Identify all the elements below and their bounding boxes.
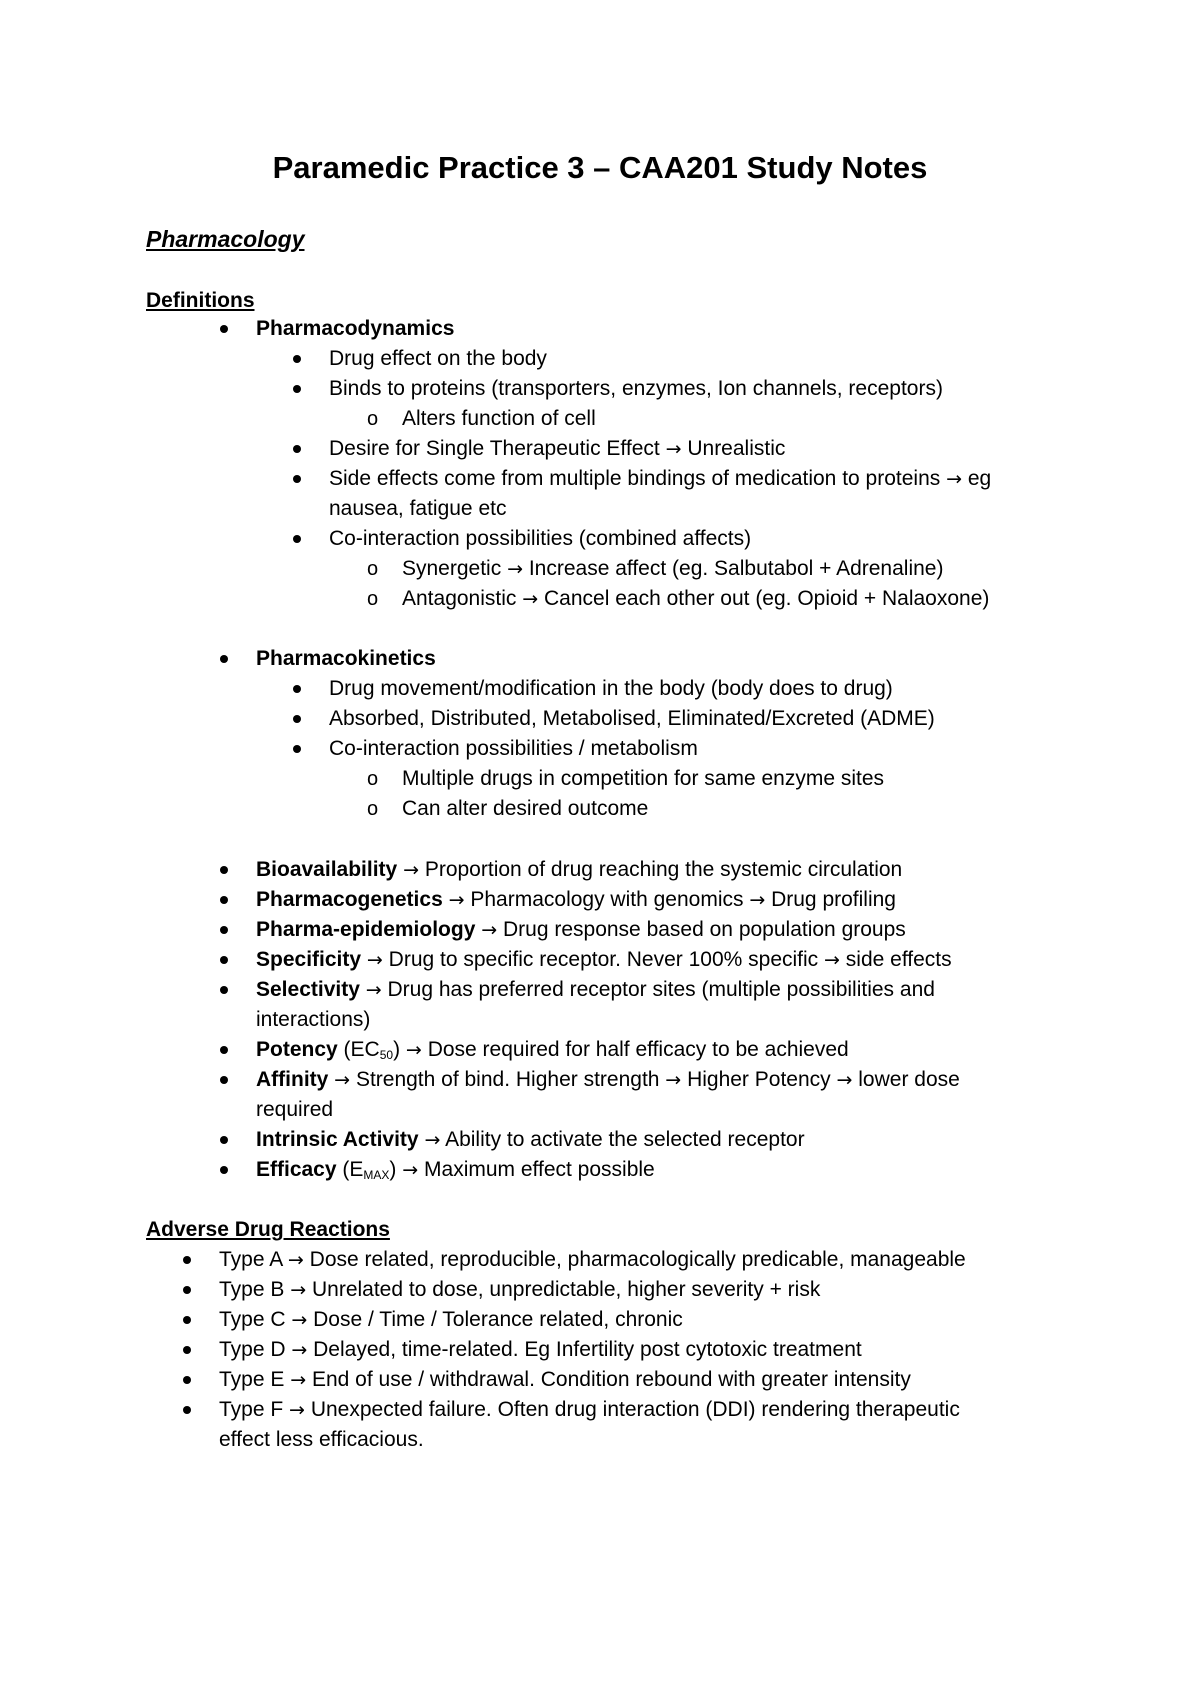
arrow-right-icon: → (334, 1069, 351, 1091)
list-item: Affinity → Strength of bind. Higher strength → Higher Potency → lower dose (256, 1068, 960, 1091)
list-item (0, 314, 1200, 344)
circle-bullet-icon: o (367, 768, 379, 790)
arrow-right-icon: → (289, 1399, 305, 1421)
term-specificity: Specificity (256, 948, 362, 971)
list-item-continuation: nausea, fatigue etc (329, 497, 507, 520)
arrow-right-icon: → (665, 1069, 682, 1091)
arrow-right-icon: → (507, 558, 523, 580)
list-item: Pharma-epidemiology → Drug response based on population groups (256, 918, 906, 941)
list-item: Drug effect on the body (329, 347, 547, 370)
section-heading-pharmacology: Pharmacology (146, 226, 305, 252)
list-item: Intrinsic Activity → Ability to activate the selected receptor (256, 1128, 805, 1151)
circle-bullet-icon: o (367, 558, 379, 580)
arrow-right-icon: → (402, 1159, 419, 1181)
list-item: Type E → End of use / withdrawal. Condition rebound with greater intensity (219, 1368, 911, 1391)
term-pharma-epidemiology: Pharma-epidemiology (256, 918, 476, 941)
list-item: Potency $(EC_{50})$ → Dose required for half efficacy to be achieved (256, 1038, 849, 1062)
list-item: Specificity → Drug to specific receptor. Never 100% specific → side effects (256, 948, 952, 971)
list-item: Type B → Unrelated to dose, unpredictable, higher severity + risk (219, 1278, 821, 1301)
list-item-continuation: effect less efficacious. (219, 1428, 424, 1451)
arrow-right-icon: → (290, 1369, 307, 1391)
list-item (0, 644, 1200, 674)
circle-bullet-icon: o (367, 798, 379, 820)
list-item: o Alters function of cell (0, 404, 1200, 434)
list-item: o Can alter desired outcome (0, 794, 1200, 824)
arrow-right-icon: → (824, 949, 840, 971)
list-item: Desire for Single Therapeutic Effect → Unrealistic (329, 437, 786, 460)
arrow-right-icon: → (291, 1309, 308, 1331)
term-potency: Potency (256, 1038, 338, 1061)
arrow-right-icon: → (405, 1039, 422, 1061)
arrow-right-icon: → (481, 919, 498, 941)
term-pharmacokinetics: Pharmacokinetics (256, 647, 436, 670)
arrow-right-icon: → (365, 979, 382, 1001)
document-title: Paramedic Practice 3 – CAA201 Study Notes (272, 150, 928, 185)
term-intrinsic-activity: Intrinsic Activity (256, 1128, 419, 1151)
arrow-right-icon: → (522, 588, 539, 610)
list-item: Binds to proteins (transporters, enzymes, Ion channels, receptors) (329, 377, 943, 400)
list-item: Co-interaction possibilities (combined affects) (329, 527, 752, 550)
list-item: Selectivity → Drug has preferred receptor sites (multiple possibilities and (256, 978, 935, 1001)
term-efficacy: Efficacy (256, 1158, 337, 1181)
list-item: Drug movement/modification in the body (body does to drug) (329, 677, 893, 700)
list-item: Bioavailability → Proportion of drug reaching the systemic circulation (256, 858, 903, 881)
list-item: Co-interaction possibilities / metabolism (329, 737, 698, 760)
term-selectivity: Selectivity (256, 978, 360, 1001)
arrow-right-icon: → (448, 889, 465, 911)
arrow-right-icon: → (403, 859, 419, 881)
arrow-right-icon: → (291, 1339, 308, 1361)
arrow-right-icon: → (424, 1129, 441, 1151)
term-bioavailability: Bioavailability (256, 858, 398, 881)
list-item: Absorbed, Distributed, Metabolised, Eliminated/Excreted (ADME) (329, 707, 935, 730)
list-item: o Antagonistic → Cancel each other out (eg. Opioid + Nalaoxone) (0, 584, 1200, 614)
list-item: Efficacy $(E_{MAX})$ → Maximum effect possible (256, 1158, 655, 1182)
list-item: Pharmacogenetics → Pharmacology with genomics → Drug profiling (256, 888, 896, 911)
arrow-right-icon: → (749, 889, 766, 911)
list-item: o Multiple drugs in competition for same enzyme sites (0, 764, 1200, 794)
list-item: Type D → Delayed, time-related. Eg Infertility post cytotoxic treatment (219, 1338, 862, 1361)
adr-heading: Adverse Drug Reactions (146, 1218, 390, 1241)
arrow-right-icon: → (290, 1279, 307, 1301)
term-pharmacogenetics: Pharmacogenetics (256, 888, 443, 911)
arrow-right-icon: → (665, 438, 682, 460)
arrow-right-icon: → (366, 949, 383, 971)
list-item: o Synergetic → Increase affect (eg. Salbutabol + Adrenaline) (0, 554, 1200, 584)
arrow-right-icon: → (287, 1249, 304, 1271)
list-item-continuation: interactions) (256, 1008, 371, 1031)
circle-bullet-icon: o (367, 408, 379, 430)
list-item: Type A → Dose related, reproducible, pharmacologically predicable, manageable (219, 1248, 966, 1271)
arrow-right-icon: → (946, 468, 963, 490)
arrow-right-icon: → (836, 1069, 853, 1091)
definitions-heading: Definitions (146, 289, 255, 312)
term-pharmacodynamics: Pharmacodynamics (256, 317, 455, 340)
list-item-continuation: required (256, 1098, 334, 1121)
term-affinity: Affinity (256, 1068, 329, 1091)
list-item: Type C → Dose / Time / Tolerance related, chronic (219, 1308, 683, 1331)
circle-bullet-icon: o (367, 588, 379, 610)
list-item: Side effects come from multiple bindings of medication to proteins → eg (329, 467, 992, 490)
list-item: Type F → Unexpected failure. Often drug interaction (DDI) rendering therapeutic (219, 1398, 960, 1421)
